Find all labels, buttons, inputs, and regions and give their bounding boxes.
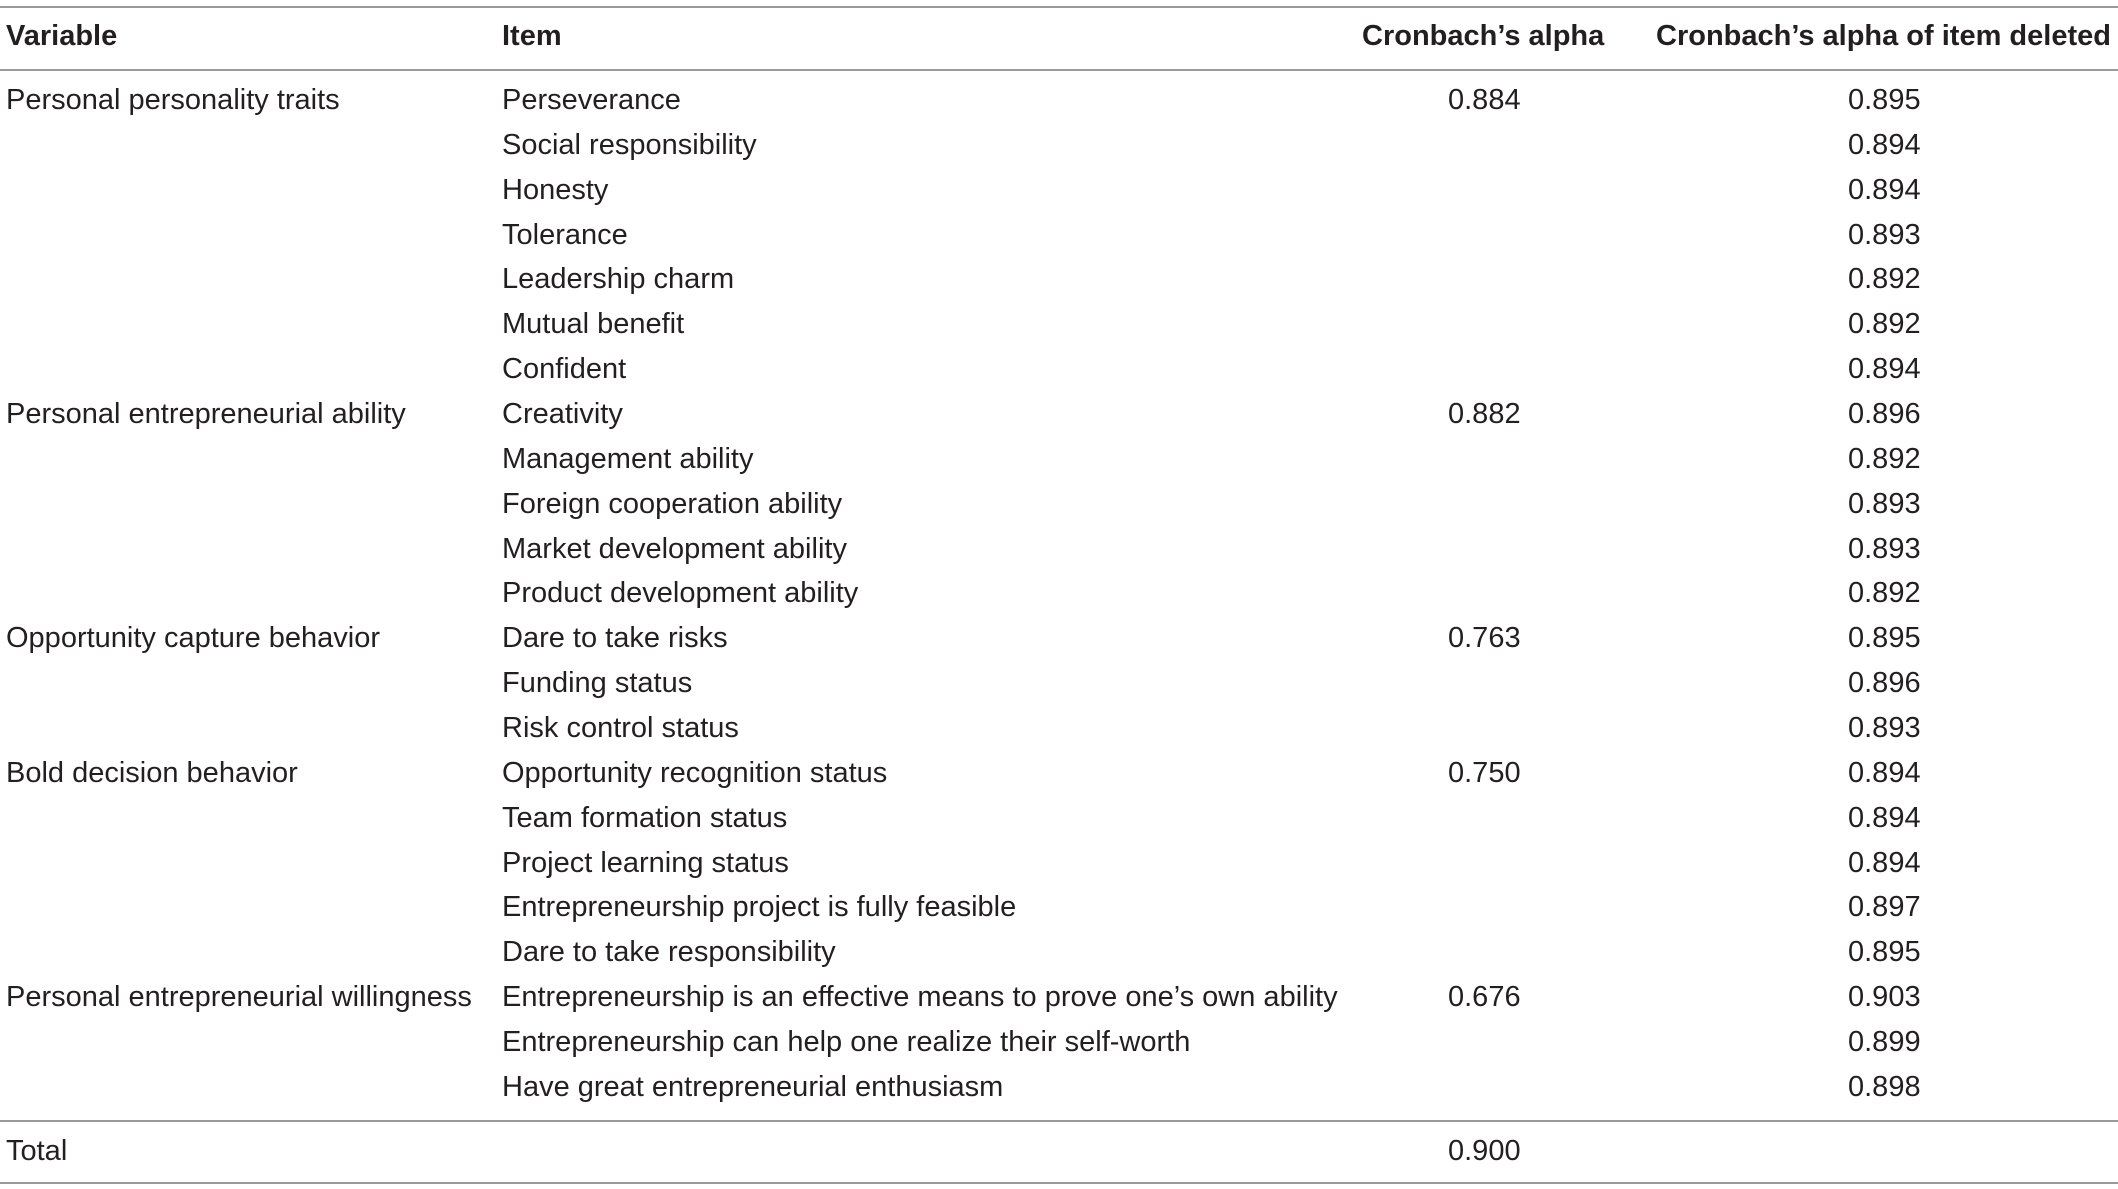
cell-cronbach-alpha: 0.882 <box>1448 398 1521 431</box>
cell-item: Risk control status <box>502 712 739 745</box>
table-row <box>0 661 2118 706</box>
cell-item: Project learning status <box>502 846 789 879</box>
cell-cronbach-alpha: 0.884 <box>1448 84 1521 116</box>
table-row <box>0 975 2118 1020</box>
table-row <box>0 437 2118 482</box>
cell-alpha-item-deleted: 0.893 <box>1848 487 1921 520</box>
cell-item: Leadership charm <box>502 263 735 296</box>
table-row <box>0 527 2118 572</box>
header-item: Item <box>502 20 562 52</box>
cell-alpha-item-deleted: 0.894 <box>1848 173 1921 206</box>
cell-item: Market development ability <box>502 532 847 565</box>
cell-alpha-item-deleted: 0.894 <box>1848 756 1921 789</box>
table-row <box>0 1065 2118 1110</box>
cell-item: Tolerance <box>502 218 628 251</box>
cell-alpha-item-deleted: 0.893 <box>1848 218 1921 251</box>
table-row <box>0 347 2118 392</box>
cell-alpha-item-deleted: 0.893 <box>1848 532 1921 565</box>
table-top-rule <box>0 6 2118 8</box>
cell-alpha-item-deleted: 0.892 <box>1848 263 1921 296</box>
table-row <box>0 616 2118 661</box>
cell-cronbach-alpha: 0.676 <box>1448 981 1521 1014</box>
cell-item: Team formation status <box>502 801 788 834</box>
table-row <box>0 1020 2118 1065</box>
table-row <box>0 571 2118 616</box>
cell-alpha-item-deleted: 0.892 <box>1848 577 1921 610</box>
cell-alpha-item-deleted: 0.894 <box>1848 801 1921 834</box>
cell-item: Foreign cooperation ability <box>502 487 843 520</box>
table-row <box>0 123 2118 168</box>
table-row <box>0 841 2118 886</box>
table-total-rule <box>0 1120 2118 1122</box>
table-total-row <box>0 1129 2118 1174</box>
cell-variable: Opportunity capture behavior <box>6 622 380 655</box>
cell-alpha-item-deleted: 0.894 <box>1848 128 1921 161</box>
table-bottom-rule <box>0 1182 2118 1184</box>
table-row <box>0 78 2118 123</box>
cell-item: Honesty <box>502 173 609 206</box>
cell-alpha-item-deleted: 0.895 <box>1848 84 1921 116</box>
cell-alpha-item-deleted: 0.892 <box>1848 442 1921 475</box>
cell-item: Confident <box>502 353 627 386</box>
cell-alpha-item-deleted: 0.903 <box>1848 981 1921 1014</box>
cell-item: Have great entrepreneurial enthusiasm <box>502 1070 1004 1103</box>
cell-variable: Bold decision behavior <box>6 756 298 789</box>
table-row <box>0 706 2118 751</box>
cell-alpha-item-deleted: 0.893 <box>1848 712 1921 745</box>
header-alpha-item-deleted: Cronbach’s alpha of item deleted <box>1656 20 2111 52</box>
header-cronbach-alpha: Cronbach’s alpha <box>1362 20 1605 52</box>
cell-alpha-item-deleted: 0.896 <box>1848 667 1921 700</box>
table-row <box>0 751 2118 796</box>
cell-item: Entrepreneurship project is fully feasible <box>502 891 1017 924</box>
cell-item: Perseverance <box>502 84 681 116</box>
cell-alpha-item-deleted: 0.894 <box>1848 846 1921 879</box>
cell-item: Creativity <box>502 398 623 431</box>
cell-item: Funding status <box>502 667 693 700</box>
cell-alpha-item-deleted: 0.899 <box>1848 1026 1921 1059</box>
cell-variable: Personal personality traits <box>6 84 340 116</box>
table-row <box>0 257 2118 302</box>
cell-cronbach-alpha: 0.750 <box>1448 756 1521 789</box>
cell-item: Entrepreneurship can help one realize their self-worth <box>502 1026 1191 1059</box>
table-row <box>0 885 2118 930</box>
table-row <box>0 302 2118 347</box>
table-header-row <box>0 14 2118 59</box>
table-row <box>0 796 2118 841</box>
cell-alpha-item-deleted: 0.892 <box>1848 308 1921 341</box>
table-header-rule <box>0 69 2118 71</box>
cell-alpha-item-deleted: 0.898 <box>1848 1070 1921 1103</box>
cell-item: Product development ability <box>502 577 859 610</box>
cell-item: Opportunity recognition status <box>502 756 888 789</box>
total-label: Total <box>6 1135 68 1167</box>
cell-alpha-item-deleted: 0.897 <box>1848 891 1921 924</box>
table-row <box>0 482 2118 527</box>
cell-variable: Personal entrepreneurial willingness <box>6 981 472 1014</box>
cell-item: Social responsibility <box>502 128 757 161</box>
table-row <box>0 213 2118 258</box>
cell-item: Management ability <box>502 442 754 475</box>
cell-alpha-item-deleted: 0.894 <box>1848 353 1921 386</box>
cell-alpha-item-deleted: 0.895 <box>1848 622 1921 655</box>
cell-item: Entrepreneurship is an effective means to prove one’s own ability <box>502 981 1338 1014</box>
cell-cronbach-alpha: 0.763 <box>1448 622 1521 655</box>
cell-item: Mutual benefit <box>502 308 685 341</box>
cell-variable: Personal entrepreneurial ability <box>6 398 406 431</box>
cell-item: Dare to take responsibility <box>502 936 836 969</box>
table-row <box>0 168 2118 213</box>
cell-alpha-item-deleted: 0.896 <box>1848 398 1921 431</box>
total-alpha: 0.900 <box>1448 1135 1521 1167</box>
table-row <box>0 392 2118 437</box>
cell-item: Dare to take risks <box>502 622 728 655</box>
table-row <box>0 930 2118 975</box>
cell-alpha-item-deleted: 0.895 <box>1848 936 1921 969</box>
header-variable: Variable <box>6 20 118 52</box>
